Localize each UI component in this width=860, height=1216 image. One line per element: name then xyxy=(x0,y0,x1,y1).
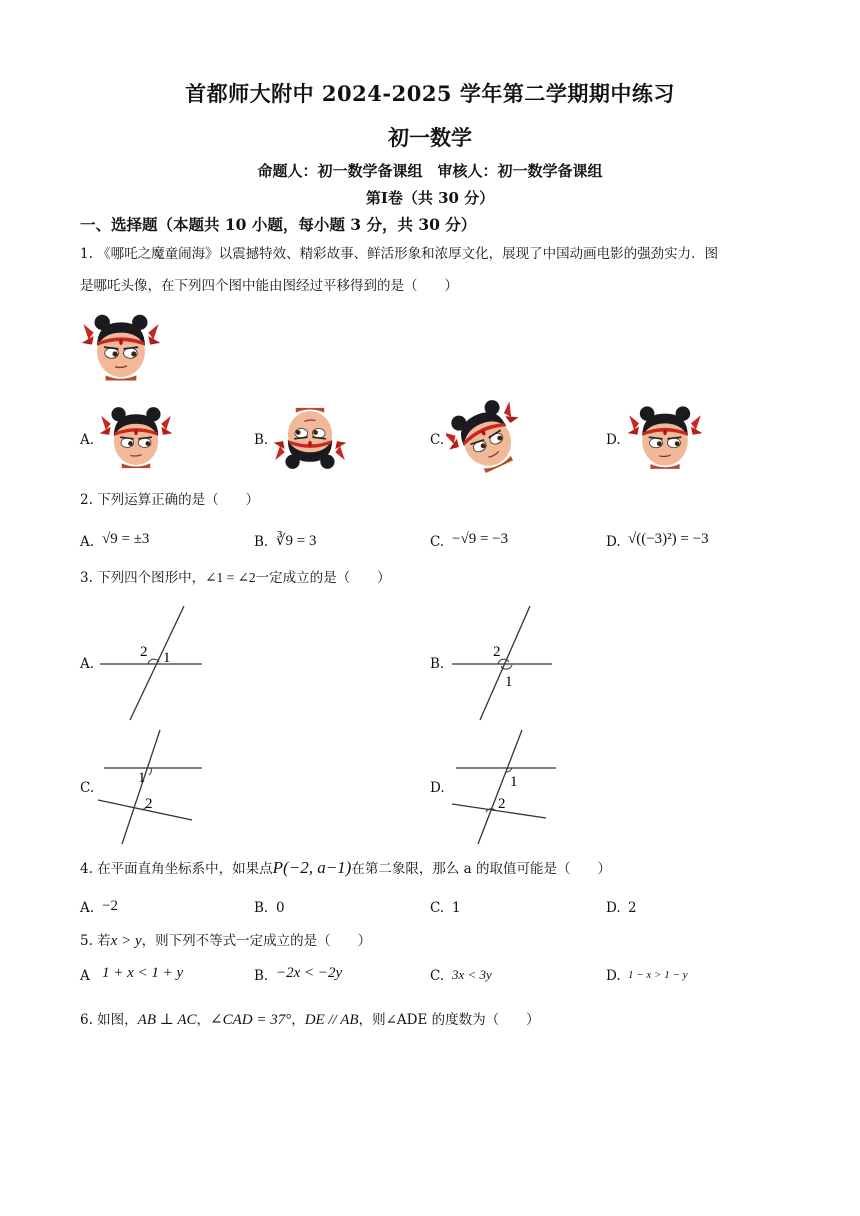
q2-stem: 2. 下列运算正确的是（ ） xyxy=(80,492,260,508)
q5-condition: x > y xyxy=(110,933,142,949)
q6-stem-prefix: 6. 如图， xyxy=(80,1012,138,1028)
q6-sep-1: ， xyxy=(196,1012,210,1028)
q1-stem-line2: 是哪吒头像，在下列四个图中能由图经过平移得到的是（ ） xyxy=(80,278,458,294)
nezha-original-image xyxy=(80,306,162,390)
q3-figure-d[interactable] xyxy=(446,728,566,848)
q3d-angle2-label: 2 xyxy=(498,796,506,812)
q2-option-d-label: D. xyxy=(606,534,621,550)
q3-option-a-label: A. xyxy=(80,656,95,672)
q1-option-a-label: A. xyxy=(80,432,95,448)
q4-option-a-label: A. xyxy=(80,900,95,916)
q1-option-d-image[interactable] xyxy=(626,398,704,478)
q4-stem-prefix: 4. 在平面直角坐标系中，如果点 xyxy=(80,861,273,877)
q4-option-b-label: B. xyxy=(254,900,269,916)
q3a-angle2-label: 2 xyxy=(140,644,148,660)
q4-option-b-value[interactable]: 0 xyxy=(276,900,285,916)
q3-option-d-label: D. xyxy=(430,780,445,796)
q4-option-c-label: C. xyxy=(430,900,445,916)
q5-option-a-expr[interactable]: 1 + x < 1 + y xyxy=(102,965,184,981)
q1-option-c-label: C. xyxy=(430,432,445,448)
q3b-angle2-label: 2 xyxy=(493,644,501,660)
q3d-angle1-label: 1 xyxy=(510,774,518,790)
q5-option-d-label: D. xyxy=(606,968,621,984)
q2-option-a-expr[interactable]: √9 = ±3 xyxy=(102,531,150,547)
q1-option-a-image[interactable] xyxy=(98,400,174,476)
q2-option-b-label: B. xyxy=(254,534,269,550)
q6-sep-2: ， xyxy=(291,1012,305,1028)
q6-condition-3: DE // AB xyxy=(304,1012,359,1028)
q4-option-d-value[interactable]: 2 xyxy=(628,900,637,916)
q5-option-b-expr[interactable]: −2x < −2y xyxy=(276,965,343,981)
q1-stem-line1: 1. 《哪吒之魔童闹海》以震撼特效、精彩故事、鲜活形象和浓厚文化，展现了中国动画电影的强劲实力．图 xyxy=(80,246,719,262)
q1-option-d-label: D. xyxy=(606,432,621,448)
q3-option-b-label: B. xyxy=(430,656,445,672)
exam-title: 首都师大附中 2024-2025 学年第二学期期中练习 xyxy=(185,81,675,106)
q6-condition-2: ∠CAD = 37° xyxy=(210,1012,292,1028)
q5-option-d-expr[interactable]: 1 − x > 1 − y xyxy=(628,969,688,981)
q1-option-b-image[interactable] xyxy=(272,400,348,476)
q5-option-a-label: A xyxy=(80,968,90,984)
q3-stem-math: ∠1 = ∠2 xyxy=(205,570,256,585)
part-heading: 第Ⅰ卷（共 30 分） xyxy=(365,189,495,207)
q3-figure-a[interactable] xyxy=(96,604,226,726)
q3a-angle1-label: 1 xyxy=(163,650,171,666)
q2-option-a-label: A. xyxy=(80,534,95,550)
q4-stem xyxy=(80,854,790,883)
q5-option-c-label: C. xyxy=(430,968,445,984)
q2-option-c-label: C. xyxy=(430,534,445,550)
q4-stem-suffix: 在第二象限，那么 a 的取值可能是（ ） xyxy=(351,861,611,877)
q3c-angle1-label: 1 xyxy=(138,770,146,786)
q3c-angle2-label: 2 xyxy=(145,796,153,812)
q4-option-d-label: D. xyxy=(606,900,621,916)
q3-figure-c[interactable] xyxy=(96,728,216,848)
q3-stem-prefix: 3. 下列四个图形中， xyxy=(80,570,206,586)
q3-stem-suffix: 一定成立的是（ ） xyxy=(255,570,391,586)
q1-option-c-image[interactable] xyxy=(446,398,526,478)
q2-option-b-expr[interactable]: ∛9 = 3 xyxy=(276,533,317,549)
q3-option-c-label: C. xyxy=(80,780,95,796)
q1-option-b-label: B. xyxy=(254,432,269,448)
q3b-angle1-label: 1 xyxy=(505,674,513,690)
q6-stem xyxy=(80,1006,790,1034)
section-heading: 一、选择题（本题共 10 小题，每小题 3 分，共 30 分） xyxy=(80,215,477,234)
q4-option-c-value[interactable]: 1 xyxy=(452,900,461,916)
q2-option-c-expr[interactable]: −√9 = −3 xyxy=(452,531,509,547)
q3-figure-b[interactable] xyxy=(446,604,576,726)
q3-stem xyxy=(80,564,790,592)
q5-option-c-expr[interactable]: 3x < 3y xyxy=(452,967,492,982)
q5-option-b-label: B. xyxy=(254,968,269,984)
subject-title: 初一数学 xyxy=(388,125,472,150)
authors-line: 命题人：初一数学备课组 审核人：初一数学备课组 xyxy=(257,162,603,180)
q4-option-a-value[interactable]: −2 xyxy=(102,898,118,914)
q4-point: P(−2, a−1) xyxy=(272,858,352,877)
q5-stem xyxy=(80,927,790,955)
q6-condition-1: AB ⊥ AC xyxy=(137,1012,197,1028)
q6-stem-suffix: ，则∠ADE 的度数为（ ） xyxy=(358,1012,540,1028)
q5-stem-suffix: ，则下列不等式一定成立的是（ ） xyxy=(141,933,372,949)
q2-option-d-expr[interactable]: √((−3)²) = −3 xyxy=(628,531,709,547)
q5-stem-prefix: 5. 若 xyxy=(80,933,111,949)
